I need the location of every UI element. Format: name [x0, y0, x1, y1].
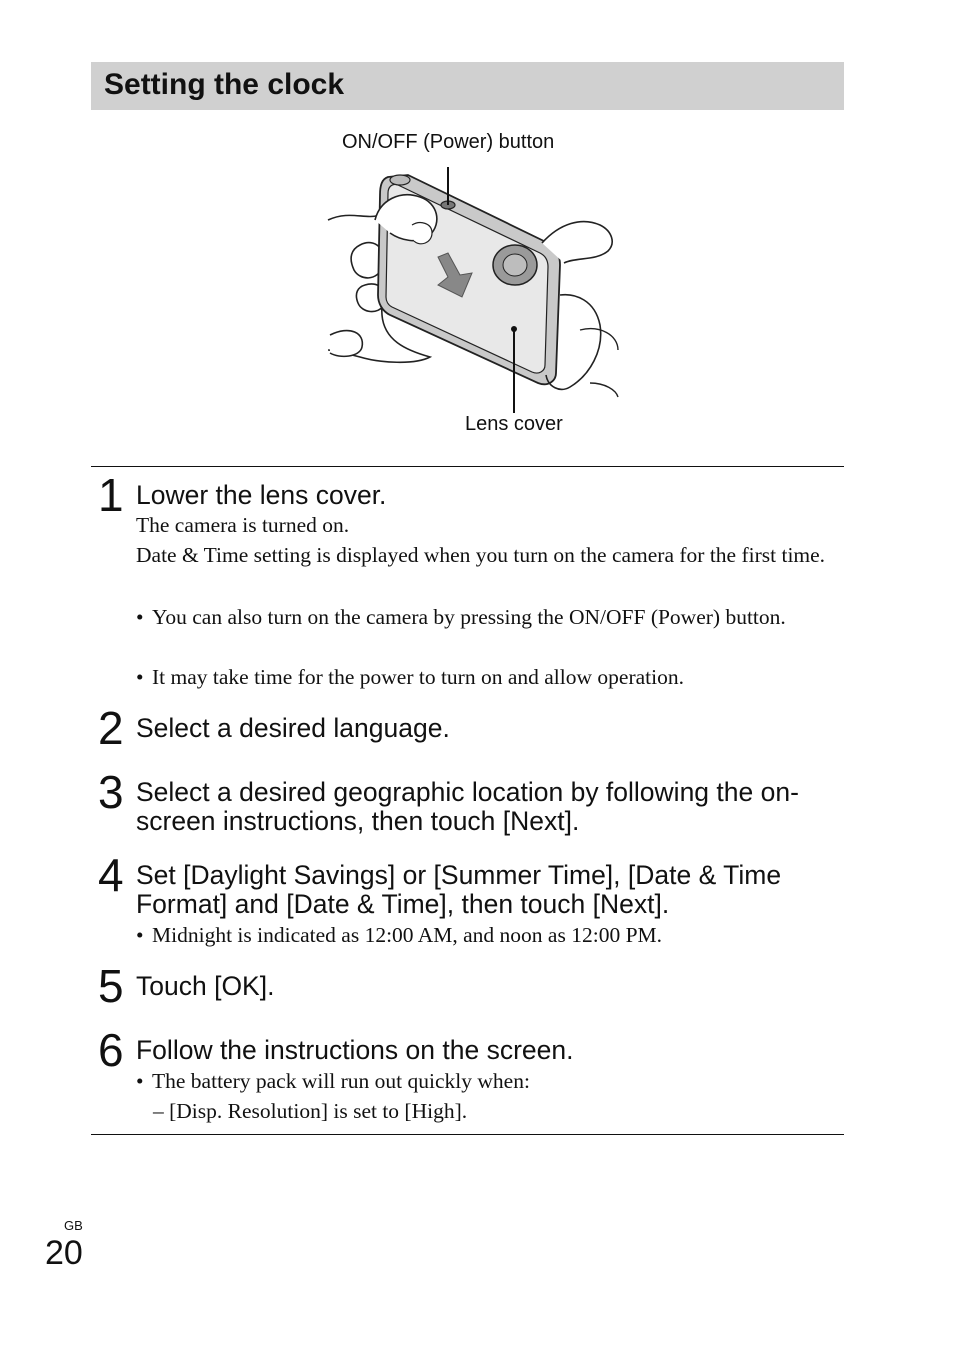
step-4-bullet-1	[136, 920, 844, 950]
section-divider-bottom	[91, 1134, 844, 1135]
page-number: 20	[45, 1234, 83, 1272]
step-1-paragraph-2: Date & Time setting is displayed when you turn on the camera for the first time.	[136, 543, 826, 567]
step-heading-1: Lower the lens cover.	[136, 480, 387, 510]
step-number-3: 3	[98, 766, 124, 818]
step-number-1: 1	[98, 469, 124, 521]
dash-mark: –	[153, 1099, 170, 1123]
step-heading-2: Select a desired language.	[136, 713, 450, 743]
step-1-bullet-1	[136, 602, 844, 632]
bullet-dot: •	[136, 923, 144, 947]
bullet-text: It may take time for the power to turn on and allow operation.	[152, 665, 684, 689]
step-6-bullet-1	[136, 1066, 844, 1096]
camera-illustration	[320, 125, 620, 445]
language-code: GB	[64, 1218, 83, 1233]
step-heading-6: Follow the instructions on the screen.	[136, 1035, 574, 1065]
lens-cover-callout: Lens cover	[465, 413, 563, 435]
page-title: Setting the clock	[104, 68, 345, 101]
step-number-6: 6	[98, 1024, 124, 1076]
power-button-callout: ON/OFF (Power) button	[342, 131, 555, 153]
step-heading-5: Touch [OK].	[136, 971, 275, 1001]
bullet-text: You can also turn on the camera by pressing the ON/OFF (Power) button.	[152, 605, 786, 629]
bullet-dot: •	[136, 1069, 144, 1093]
step-1-paragraph-1: The camera is turned on.	[136, 513, 350, 537]
sub-item-text: [Disp. Resolution] is set to [High].	[169, 1099, 468, 1123]
bullet-dot: •	[136, 665, 144, 689]
step-number-2: 2	[98, 702, 124, 754]
step-1-bullet-2	[136, 662, 844, 692]
step-heading-3: Select a desired geographic location by following the on-screen instructions, then touch [Next].	[136, 777, 799, 836]
step-number-5: 5	[98, 960, 124, 1012]
step-heading-4: Set [Daylight Savings] or [Summer Time], [Date & Time Format] and [Date & Time], then touch [Next].	[136, 860, 782, 919]
step-number-4: 4	[98, 849, 124, 901]
step-6-sub-item-1	[153, 1096, 843, 1126]
bullet-text: Midnight is indicated as 12:00 AM, and noon as 12:00 PM.	[152, 923, 663, 947]
section-divider-top	[91, 466, 844, 467]
bullet-text: The battery pack will run out quickly when:	[152, 1069, 530, 1093]
bullet-dot: •	[136, 605, 144, 629]
